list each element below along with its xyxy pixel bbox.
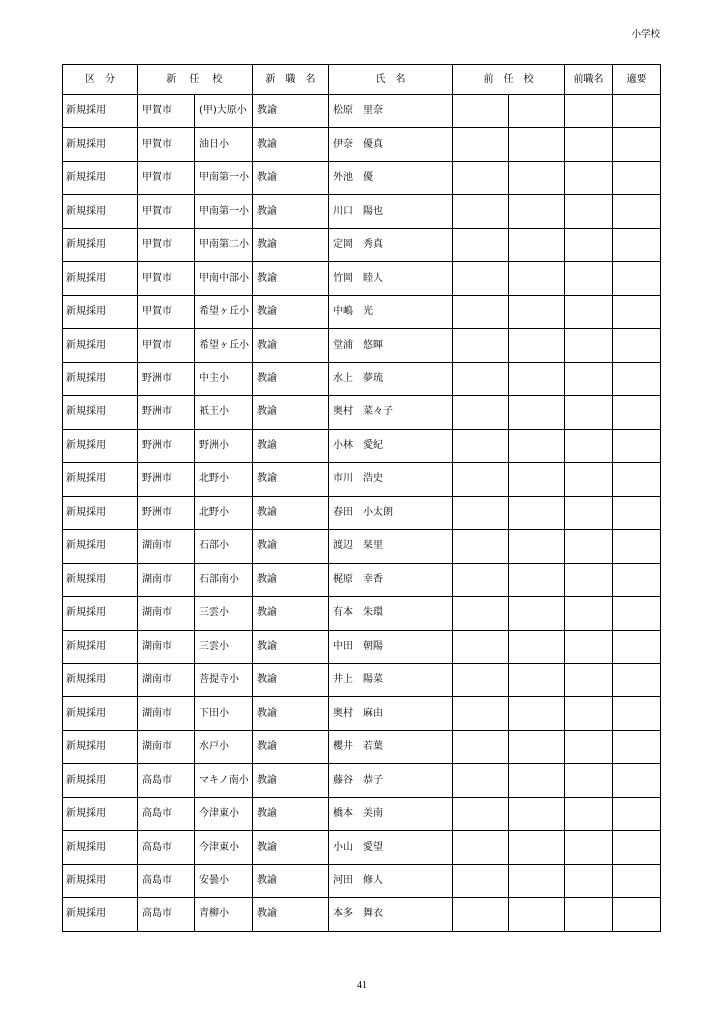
- cell-name: 櫻井 若葉: [329, 730, 453, 763]
- cell-city: 甲賀市: [138, 95, 195, 128]
- cell-name: 有本 朱環: [329, 597, 453, 630]
- cell-previous-position: [565, 329, 613, 362]
- cell-previous-school: [509, 295, 565, 328]
- table-row: [63, 161, 661, 194]
- cell-previous-school-area: [453, 563, 509, 596]
- cell-position: 教諭: [253, 496, 329, 529]
- cell-previous-school-area: [453, 429, 509, 462]
- cell-city: 甲賀市: [138, 195, 195, 228]
- table-row: [63, 463, 661, 496]
- cell-previous-school-area: [453, 496, 509, 529]
- cell-previous-position: [565, 864, 613, 897]
- cell-city: 野洲市: [138, 463, 195, 496]
- cell-city: 野洲市: [138, 396, 195, 429]
- cell-city: 高島市: [138, 831, 195, 864]
- cell-previous-school-area: [453, 797, 509, 830]
- cell-previous-school: [509, 864, 565, 897]
- cell-school: 油日小: [195, 128, 253, 161]
- cell-category: 新規採用: [63, 597, 138, 630]
- cell-school: 石部南小: [195, 563, 253, 596]
- cell-school: 甲南中部小: [195, 262, 253, 295]
- cell-city: 湖南市: [138, 563, 195, 596]
- page-number: 41: [357, 980, 367, 991]
- cell-previous-school-area: [453, 730, 509, 763]
- header-new-school: 新 任 校: [138, 65, 253, 95]
- cell-previous-school-area: [453, 764, 509, 797]
- cell-previous-school-area: [453, 597, 509, 630]
- cell-name: 本多 舞衣: [329, 898, 453, 931]
- cell-school: 甲南第二小: [195, 228, 253, 261]
- cell-previous-position: [565, 831, 613, 864]
- cell-previous-school: [509, 362, 565, 395]
- cell-name: 外池 優: [329, 161, 453, 194]
- cell-school: 希望ヶ丘小: [195, 295, 253, 328]
- cell-previous-position: [565, 563, 613, 596]
- cell-category: 新規採用: [63, 764, 138, 797]
- cell-remarks: [613, 831, 661, 864]
- cell-city: 甲賀市: [138, 329, 195, 362]
- cell-school: 今津東小: [195, 831, 253, 864]
- cell-city: 高島市: [138, 864, 195, 897]
- cell-category: 新規採用: [63, 228, 138, 261]
- cell-previous-position: [565, 128, 613, 161]
- cell-position: 教諭: [253, 764, 329, 797]
- cell-previous-position: [565, 597, 613, 630]
- cell-position: 教諭: [253, 563, 329, 596]
- cell-city: 湖南市: [138, 530, 195, 563]
- cell-previous-position: [565, 630, 613, 663]
- cell-city: 野洲市: [138, 496, 195, 529]
- cell-remarks: [613, 663, 661, 696]
- cell-category: 新規採用: [63, 429, 138, 462]
- cell-previous-school: [509, 563, 565, 596]
- cell-previous-school: [509, 128, 565, 161]
- cell-category: 新規採用: [63, 797, 138, 830]
- cell-category: 新規採用: [63, 95, 138, 128]
- cell-name: 渡辺 栞里: [329, 530, 453, 563]
- cell-name: 堂浦 悠暉: [329, 329, 453, 362]
- cell-position: 教諭: [253, 831, 329, 864]
- cell-position: 教諭: [253, 530, 329, 563]
- cell-remarks: [613, 496, 661, 529]
- table-row: [63, 831, 661, 864]
- cell-previous-school-area: [453, 463, 509, 496]
- cell-remarks: [613, 262, 661, 295]
- table-row: [63, 898, 661, 931]
- cell-previous-school: [509, 195, 565, 228]
- cell-previous-position: [565, 362, 613, 395]
- cell-previous-school-area: [453, 898, 509, 931]
- cell-remarks: [613, 898, 661, 931]
- cell-name: 春田 小太朗: [329, 496, 453, 529]
- cell-city: 湖南市: [138, 697, 195, 730]
- cell-school: (甲)大原小: [195, 95, 253, 128]
- cell-school: 石部小: [195, 530, 253, 563]
- cell-remarks: [613, 161, 661, 194]
- cell-school: 北野小: [195, 463, 253, 496]
- cell-name: 川口 陽也: [329, 195, 453, 228]
- cell-school: 三雲小: [195, 597, 253, 630]
- cell-name: 竹岡 睦人: [329, 262, 453, 295]
- cell-previous-position: [565, 530, 613, 563]
- cell-previous-position: [565, 95, 613, 128]
- cell-school: 中主小: [195, 362, 253, 395]
- cell-previous-school-area: [453, 128, 509, 161]
- cell-city: 甲賀市: [138, 128, 195, 161]
- table-row: [63, 396, 661, 429]
- cell-category: 新規採用: [63, 630, 138, 663]
- cell-previous-school: [509, 630, 565, 663]
- cell-previous-position: [565, 262, 613, 295]
- header-previous-position: 前職名: [565, 65, 613, 95]
- cell-remarks: [613, 329, 661, 362]
- cell-category: 新規採用: [63, 128, 138, 161]
- cell-remarks: [613, 797, 661, 830]
- header-new-position: 新 職 名: [253, 65, 329, 95]
- cell-name: 松原 里奈: [329, 95, 453, 128]
- cell-city: 甲賀市: [138, 161, 195, 194]
- cell-name: 市川 浩史: [329, 463, 453, 496]
- cell-school: 青柳小: [195, 898, 253, 931]
- cell-previous-school: [509, 597, 565, 630]
- cell-name: 奥村 麻由: [329, 697, 453, 730]
- cell-name: 井上 陽菜: [329, 663, 453, 696]
- cell-remarks: [613, 563, 661, 596]
- cell-category: 新規採用: [63, 697, 138, 730]
- cell-position: 教諭: [253, 128, 329, 161]
- cell-city: 高島市: [138, 764, 195, 797]
- cell-previous-school: [509, 831, 565, 864]
- cell-previous-position: [565, 195, 613, 228]
- cell-previous-school-area: [453, 329, 509, 362]
- cell-previous-school-area: [453, 530, 509, 563]
- cell-category: 新規採用: [63, 295, 138, 328]
- cell-remarks: [613, 697, 661, 730]
- table-row: [63, 228, 661, 261]
- table-row: [63, 764, 661, 797]
- cell-position: 教諭: [253, 195, 329, 228]
- cell-position: 教諭: [253, 161, 329, 194]
- table-row: [63, 697, 661, 730]
- cell-position: 教諭: [253, 630, 329, 663]
- cell-category: 新規採用: [63, 396, 138, 429]
- cell-previous-school: [509, 697, 565, 730]
- cell-previous-school: [509, 396, 565, 429]
- table-row: [63, 730, 661, 763]
- cell-category: 新規採用: [63, 898, 138, 931]
- personnel-table: [62, 64, 661, 932]
- table-row: [63, 195, 661, 228]
- cell-school: 北野小: [195, 496, 253, 529]
- cell-previous-school: [509, 228, 565, 261]
- cell-remarks: [613, 95, 661, 128]
- cell-school: 三雲小: [195, 630, 253, 663]
- cell-category: 新規採用: [63, 530, 138, 563]
- cell-city: 野洲市: [138, 429, 195, 462]
- cell-name: 奥村 菜々子: [329, 396, 453, 429]
- cell-position: 教諭: [253, 797, 329, 830]
- cell-category: 新規採用: [63, 463, 138, 496]
- cell-category: 新規採用: [63, 730, 138, 763]
- cell-previous-position: [565, 496, 613, 529]
- cell-previous-school-area: [453, 697, 509, 730]
- table-row: [63, 563, 661, 596]
- cell-school: 菩提寺小: [195, 663, 253, 696]
- cell-name: 藤谷 恭子: [329, 764, 453, 797]
- cell-city: 高島市: [138, 797, 195, 830]
- cell-previous-school: [509, 161, 565, 194]
- cell-previous-position: [565, 663, 613, 696]
- cell-previous-position: [565, 730, 613, 763]
- cell-city: 湖南市: [138, 597, 195, 630]
- cell-name: 河田 修人: [329, 864, 453, 897]
- cell-position: 教諭: [253, 898, 329, 931]
- cell-previous-position: [565, 295, 613, 328]
- cell-category: 新規採用: [63, 161, 138, 194]
- cell-position: 教諭: [253, 295, 329, 328]
- cell-position: 教諭: [253, 396, 329, 429]
- header-category: 区 分: [63, 65, 138, 95]
- cell-previous-school-area: [453, 864, 509, 897]
- cell-remarks: [613, 429, 661, 462]
- cell-name: 小山 愛望: [329, 831, 453, 864]
- cell-position: 教諭: [253, 463, 329, 496]
- cell-category: 新規採用: [63, 262, 138, 295]
- table-row: [63, 663, 661, 696]
- cell-position: 教諭: [253, 597, 329, 630]
- cell-position: 教諭: [253, 663, 329, 696]
- cell-category: 新規採用: [63, 362, 138, 395]
- cell-previous-school: [509, 663, 565, 696]
- cell-name: 定岡 秀真: [329, 228, 453, 261]
- cell-category: 新規採用: [63, 329, 138, 362]
- table-row: [63, 262, 661, 295]
- cell-previous-position: [565, 463, 613, 496]
- cell-previous-school: [509, 463, 565, 496]
- header-name: 氏 名: [329, 65, 453, 95]
- table-row: [63, 329, 661, 362]
- table-header-row: [63, 65, 661, 95]
- school-level-label: 小学校: [631, 29, 660, 40]
- cell-remarks: [613, 362, 661, 395]
- cell-previous-school-area: [453, 396, 509, 429]
- cell-remarks: [613, 597, 661, 630]
- cell-remarks: [613, 530, 661, 563]
- table-row: [63, 128, 661, 161]
- table-row: [63, 530, 661, 563]
- cell-remarks: [613, 463, 661, 496]
- cell-previous-position: [565, 797, 613, 830]
- cell-school: 野洲小: [195, 429, 253, 462]
- cell-city: 高島市: [138, 898, 195, 931]
- cell-position: 教諭: [253, 730, 329, 763]
- cell-previous-school: [509, 530, 565, 563]
- cell-category: 新規採用: [63, 563, 138, 596]
- cell-name: 中嶋 光: [329, 295, 453, 328]
- cell-school: 祇王小: [195, 396, 253, 429]
- table-row: [63, 429, 661, 462]
- cell-previous-school-area: [453, 161, 509, 194]
- cell-previous-position: [565, 764, 613, 797]
- cell-previous-school: [509, 764, 565, 797]
- cell-position: 教諭: [253, 228, 329, 261]
- header-previous-school: 前 任 校: [453, 65, 565, 95]
- cell-previous-school: [509, 898, 565, 931]
- cell-city: 湖南市: [138, 663, 195, 696]
- cell-remarks: [613, 730, 661, 763]
- cell-previous-school-area: [453, 95, 509, 128]
- cell-previous-school-area: [453, 630, 509, 663]
- table-row: [63, 295, 661, 328]
- cell-previous-school-area: [453, 663, 509, 696]
- cell-category: 新規採用: [63, 864, 138, 897]
- cell-previous-position: [565, 161, 613, 194]
- cell-school: 水戸小: [195, 730, 253, 763]
- cell-previous-position: [565, 898, 613, 931]
- cell-position: 教諭: [253, 329, 329, 362]
- cell-previous-school-area: [453, 295, 509, 328]
- table-row: [63, 95, 661, 128]
- cell-previous-position: [565, 228, 613, 261]
- cell-name: 伊奈 優真: [329, 128, 453, 161]
- cell-previous-school-area: [453, 228, 509, 261]
- table-row: [63, 864, 661, 897]
- cell-previous-school: [509, 429, 565, 462]
- table-body: [63, 95, 661, 932]
- cell-category: 新規採用: [63, 195, 138, 228]
- cell-category: 新規採用: [63, 496, 138, 529]
- cell-category: 新規採用: [63, 663, 138, 696]
- cell-remarks: [613, 228, 661, 261]
- cell-previous-position: [565, 697, 613, 730]
- cell-name: 水上 夢琉: [329, 362, 453, 395]
- cell-position: 教諭: [253, 864, 329, 897]
- cell-school: 今津東小: [195, 797, 253, 830]
- table-row: [63, 496, 661, 529]
- cell-school: 希望ヶ丘小: [195, 329, 253, 362]
- cell-remarks: [613, 295, 661, 328]
- cell-school: 安曇小: [195, 864, 253, 897]
- cell-remarks: [613, 630, 661, 663]
- table-row: [63, 362, 661, 395]
- cell-city: 甲賀市: [138, 295, 195, 328]
- cell-school: マキノ南小: [195, 764, 253, 797]
- cell-previous-school: [509, 730, 565, 763]
- cell-remarks: [613, 128, 661, 161]
- cell-city: 甲賀市: [138, 262, 195, 295]
- cell-school: 下田小: [195, 697, 253, 730]
- cell-previous-position: [565, 396, 613, 429]
- cell-previous-school-area: [453, 195, 509, 228]
- cell-category: 新規採用: [63, 831, 138, 864]
- cell-name: 橋本 美南: [329, 797, 453, 830]
- cell-city: 甲賀市: [138, 228, 195, 261]
- cell-position: 教諭: [253, 429, 329, 462]
- cell-city: 湖南市: [138, 730, 195, 763]
- cell-previous-position: [565, 429, 613, 462]
- cell-city: 湖南市: [138, 630, 195, 663]
- cell-previous-school-area: [453, 262, 509, 295]
- cell-previous-school: [509, 496, 565, 529]
- cell-position: 教諭: [253, 362, 329, 395]
- cell-remarks: [613, 396, 661, 429]
- cell-remarks: [613, 764, 661, 797]
- cell-previous-school: [509, 95, 565, 128]
- table-row: [63, 630, 661, 663]
- table-row: [63, 797, 661, 830]
- cell-position: 教諭: [253, 262, 329, 295]
- cell-city: 野洲市: [138, 362, 195, 395]
- cell-name: 小林 愛紀: [329, 429, 453, 462]
- cell-position: 教諭: [253, 95, 329, 128]
- cell-school: 甲南第一小: [195, 195, 253, 228]
- cell-previous-school-area: [453, 831, 509, 864]
- table-row: [63, 597, 661, 630]
- cell-previous-school: [509, 329, 565, 362]
- cell-school: 甲南第一小: [195, 161, 253, 194]
- cell-previous-school-area: [453, 362, 509, 395]
- cell-remarks: [613, 864, 661, 897]
- header-remarks: 適要: [613, 65, 661, 95]
- cell-remarks: [613, 195, 661, 228]
- cell-previous-school: [509, 797, 565, 830]
- cell-position: 教諭: [253, 697, 329, 730]
- cell-previous-school: [509, 262, 565, 295]
- cell-name: 中田 朝陽: [329, 630, 453, 663]
- cell-name: 梶原 幸香: [329, 563, 453, 596]
